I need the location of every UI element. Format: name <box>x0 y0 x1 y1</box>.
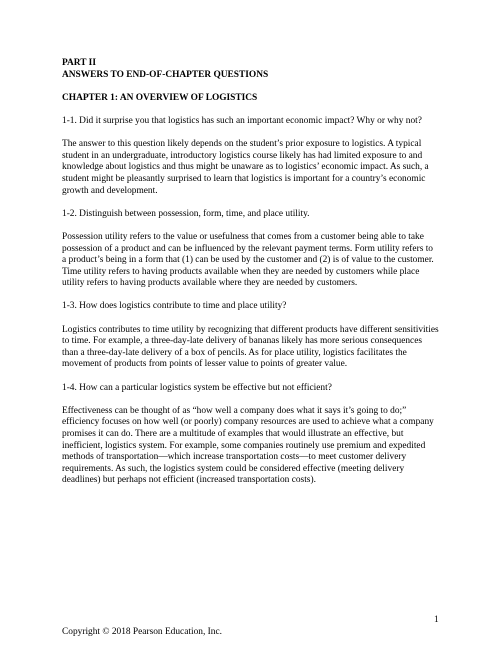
question: 1-2. Distinguish between possession, form, time, and place utility. <box>62 208 310 219</box>
answer: Logistics contributes to time utility by recognizing that different products have different sensitivities to time. For example, a three-day-late delivery of bananas likely has more serious consequences than a three-day-late delivery of a box of pencils. As for place utility, logistics facilitates the movement of products from points of lesser value to points of greater value. <box>62 324 439 370</box>
qa-item-4 <box>62 383 439 487</box>
question: 1-1. Did it surprise you that logistics has such an important economic impact? Why or why not? <box>62 115 422 126</box>
section-heading: ANSWERS TO END-OF-CHAPTER QUESTIONS <box>62 69 269 80</box>
answer: Effectiveness can be thought of as “how well a company does what it says it’s going to do;” efficiency focuses on how well (or poorly) company resources are used to achieve what a company promises it can do. There are a multitude of examples that would illustrate an effective, but inefficient, logistics system. For example, some companies routinely use premium and expedited methods of transportation—which increase transportation costs—to meet customer delivery requirements. As such, the logistics system could be considered effective (meeting delivery deadlines) but perhaps not efficient (increased transportation costs). <box>62 405 434 486</box>
chapter-heading: CHAPTER 1: AN OVERVIEW OF LOGISTICS <box>62 92 258 103</box>
copyright-notice: Copyright © 2018 Pearson Education, Inc. <box>62 627 222 637</box>
question: 1-3. How does logistics contribute to time and place utility? <box>62 301 287 312</box>
answer: The answer to this question likely depends on the student’s prior exposure to logistics. A typical student in an undergraduate, introductory logistics course likely has had limited exposure to and knowledge about logistics and thus might be unaware as to logistics’ economic impact. As such, a student might be pleasantly surprised to learn that logistics is important for a country’s economic growth and development. <box>62 139 429 196</box>
qa-item-1 <box>62 116 439 197</box>
question: 1-4. How can a particular logistics system be effective but not efficient? <box>62 382 332 393</box>
qa-item-2 <box>62 209 439 290</box>
page-number: 1 <box>434 615 439 625</box>
qa-item-3 <box>62 301 439 371</box>
document-page <box>62 58 439 499</box>
part-heading: PART II <box>62 58 96 68</box>
answer: Possession utility refers to the value or usefulness that comes from a customer being able to take possession of a product and can be influenced by the relevant payment terms. Form utility refers to a product’s being in a form that (1) can be used by the customer and (2) is of value to the customer. Time utility refers to having products available when they are needed by customers while place utility refers to having products available where they are needed by customers. <box>62 231 434 289</box>
